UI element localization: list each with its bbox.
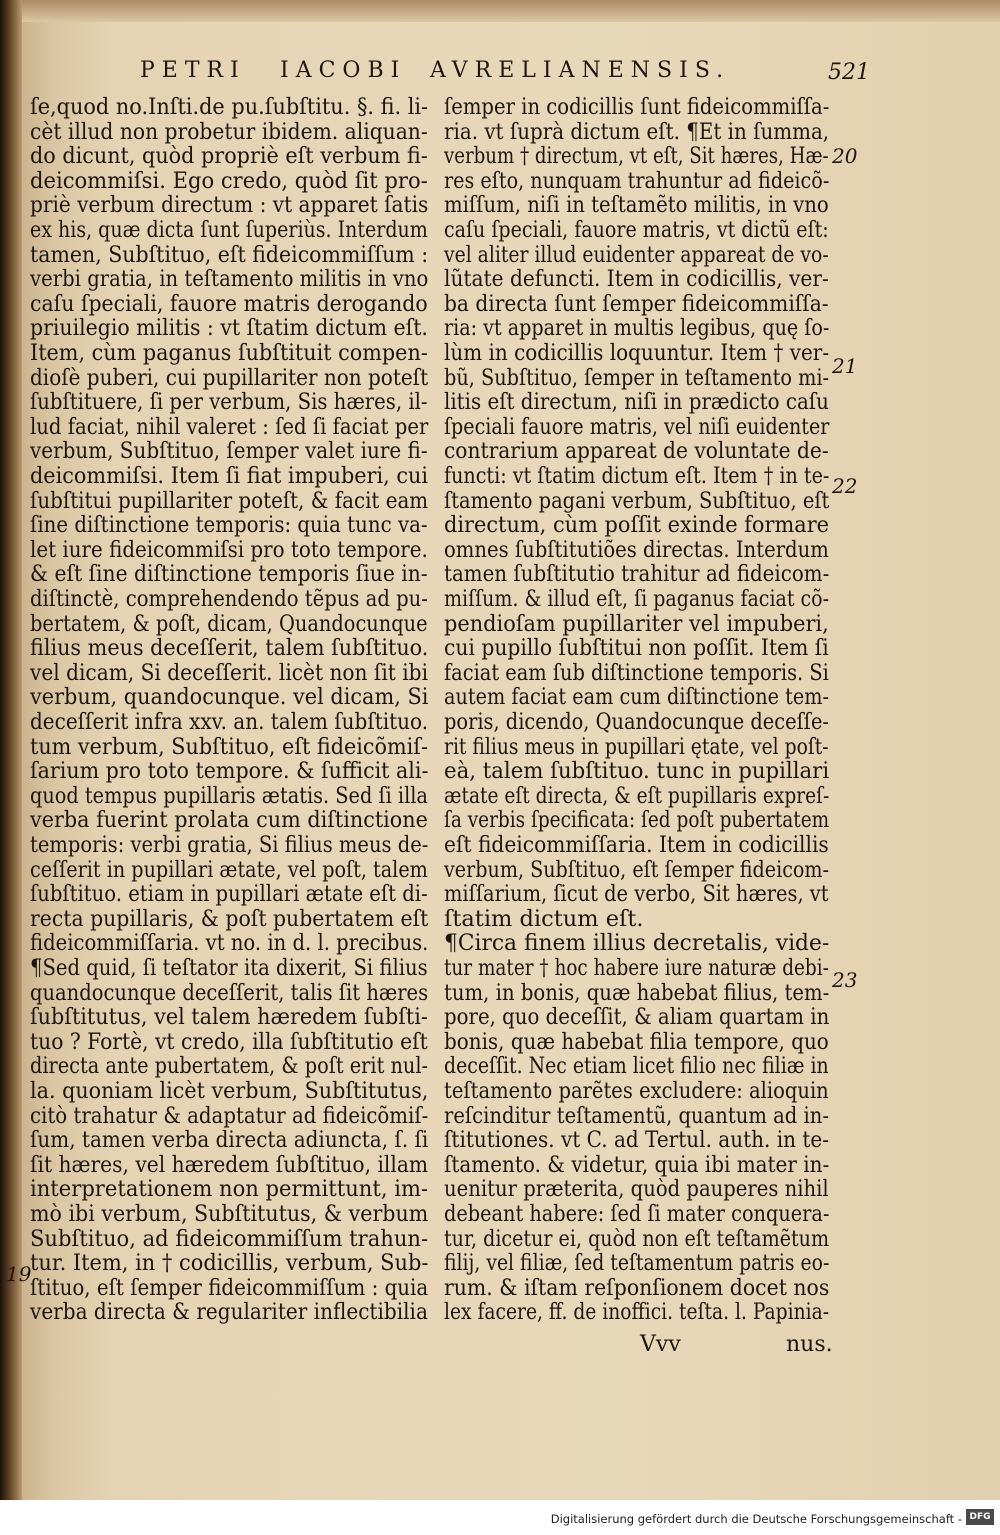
text-line: bũ, Subſtituo, ſemper in teſtamento mi-	[444, 364, 830, 391]
text-line: contrarium appareat de voluntate de-	[444, 438, 829, 465]
text-line: verbum, Subſtituo, eſt ſemper fideicom-	[444, 856, 830, 883]
text-line: bonis, quæ habebat filia tempore, quo	[444, 1028, 829, 1055]
text-line: tum verbum, Subſtituo, eſt fideicõmiſ-	[30, 733, 428, 760]
running-head-word-3: AVRELIANENSIS.	[430, 58, 731, 83]
text-line: cèt illud non probetur ibidem. aliquan-	[30, 118, 428, 145]
text-line: debeant habere: ſed ſi mater conquera-	[444, 1201, 830, 1227]
text-line: priuilegio militis : vt ſtatim dictum eſt.	[30, 315, 428, 342]
text-line: deicommiſsi. Ego credo, quòd ſit pro-	[30, 167, 428, 194]
text-line: interpretationem non permittunt, im-	[30, 1176, 429, 1203]
text-line: lùm in codicillis loquuntur. Item † ver-	[444, 340, 830, 366]
text-line: ſtatim dictum eſt.	[444, 905, 644, 932]
text-line: & eſt ſine diſtinctione temporis ſiue in-	[30, 561, 428, 588]
dfg-logo: DFG	[966, 1509, 994, 1525]
text-line: tur mater † hoc habere iure naturæ debi-	[444, 955, 829, 981]
text-line: omnes ſubſtitutiões directas. Interdum	[444, 536, 829, 563]
text-line: poris, dicendo, Quandocunque deceſſe-	[444, 709, 829, 735]
text-line: lud faciat, nihil valeret : ſed ſi faciat per	[30, 413, 429, 440]
text-line: ſarium pro toto tempore. & ſufficit ali-	[30, 758, 429, 785]
margin-number-20: 20	[832, 144, 858, 168]
margin-number-23: 23	[832, 968, 858, 992]
text-line: ætate eſt directa, & eſt pupillaris expreſ-	[444, 782, 830, 809]
text-line: eà, talem ſubſtituo. tunc in pupillari	[444, 758, 830, 785]
text-line: verbum, Subſtituo, ſemper valet iure fi-	[30, 438, 428, 465]
text-line: litis eſt directum, niſi in prædicto caſu	[444, 389, 829, 416]
text-line: ſtituo, eſt ſemper fideicommiſſum : quia	[30, 1274, 429, 1301]
page-top-shadow	[16, 0, 1000, 22]
text-line: directum, cùm poſſit exinde formare	[444, 512, 830, 539]
text-line: ¶Sed quid, ſi teſtator ita dixerit, Si filius	[30, 955, 428, 981]
text-line: functi: vt ſtatim dictum eſt. Item † in te-	[444, 463, 830, 489]
text-line: uenitur præterita, quòd pauperes nihil	[444, 1176, 829, 1203]
text-line: vel dicam, Si deceſſerit. licèt non ſit ibi	[30, 659, 429, 686]
text-line: deceſſit. Nec etiam licet filio nec filiæ in	[444, 1053, 829, 1080]
text-line: temporis: verbi gratia, Si filius meus de-	[30, 832, 429, 858]
text-line: faciat eam ſub diſtinctione temporis. Si	[444, 659, 829, 686]
text-line: tamen ſubſtitutio trahitur ad fideicom-	[444, 561, 830, 588]
margin-number-21: 21	[832, 354, 858, 378]
text-line: ſum, tamen verba directa adiuncta, ſ. ſi	[30, 1127, 429, 1154]
margin-number-22: 22	[832, 474, 858, 498]
text-line: ſtamento. & videtur, quia ibi mater in-	[444, 1151, 830, 1178]
text-line: rum. & iſtam reſponſionem docet nos	[444, 1274, 830, 1301]
text-line: ſa verbis ſpecificata: ſed poſt pubertatem	[444, 807, 830, 834]
text-line: quod tempus pupillaris ætatis. Sed ſi illa	[30, 782, 428, 809]
text-line: eſt fideicommiſſaria. Item in codicillis	[444, 832, 829, 858]
text-line: cui pupillo ſubſtitui non poſſit. Item ſi	[444, 635, 829, 662]
text-line: tum, in bonis, quæ habebat filius, tem-	[444, 979, 830, 1006]
running-head-word-2: IACOBI	[280, 58, 407, 83]
text-line: verbum † directum, vt eſt, Sit hæres, Hæ-	[444, 143, 829, 170]
text-line: vel aliter illud euidenter appareat de vo-	[444, 241, 829, 268]
text-line: res eſto, nunquam trahuntur ad fideicõ-	[444, 167, 830, 194]
text-line: bertatem, & poſt, dicam, Quandocunque	[30, 610, 428, 637]
text-line: autem faciat eam cum diſtinctione tem-	[444, 684, 830, 711]
text-line: pore, quo deceſſit, & aliam quartam in	[444, 1004, 830, 1031]
text-line: tuo ? Fortè, vt credo, illa ſubſtitutio eſt	[30, 1028, 428, 1055]
running-head-word-1: PETRI	[140, 58, 246, 83]
text-line: miſſarium, ſicut de verbo, Sit hæres, vt	[444, 881, 829, 908]
text-line: ex his, quæ dicta ſunt ſuperiùs. Interdum	[30, 217, 428, 243]
text-line: verba fuerint prolata cum diſtinctione	[30, 807, 428, 834]
text-line: fideicommiſſaria. vt no. in d. l. precibus.	[30, 930, 429, 957]
text-line: ſtitutiones. vt C. ad Tertul. auth. in te-	[444, 1127, 830, 1154]
text-line: ſtamento pagani verbum, Subſtituo, eſt	[444, 487, 830, 514]
text-line: ceſſerit in pupillari ætate, vel poſt, talem	[30, 856, 428, 883]
text-line: ſpeciali fauore matris, vel niſi euidenter	[444, 413, 830, 440]
text-line: rit filius meus in pupillari ętate, vel poſt-	[444, 733, 829, 760]
text-line: recta pupillaris, & poſt pubertatem eſt	[30, 905, 429, 932]
text-line: ſemper in codicillis ſunt fideicommiſſa-	[444, 94, 830, 120]
text-line: ria: vt apparet in multis legibus, quę ſo-	[444, 315, 830, 342]
text-line: filius meus deceſſerit, talem ſubſtituo.	[30, 635, 429, 662]
text-line: quandocunque deceſſerit, talis ſit hæres	[30, 979, 429, 1006]
text-line: deceſſerit infra xxv. an. talem ſubſtituo.	[30, 709, 429, 735]
text-line: ſubſtitui pupillariter poteſt, & facit eam	[30, 487, 429, 514]
text-line: ¶Circa finem illius decretalis, vide-	[444, 930, 830, 957]
text-line: tur, dicetur ei, quòd non eſt teſtamẽtum	[444, 1225, 830, 1252]
text-line: mò ibi verbum, Subſtitutus, & verbum	[30, 1201, 429, 1227]
text-line: verba directa & regulariter inflectibilia	[30, 1299, 428, 1326]
signature-mark: Vvv	[640, 1332, 681, 1357]
text-line: miſſum. & illud eſt, ſi paganus faciat cõ-	[444, 586, 830, 612]
text-line: teſtamento parẽtes excludere: alioquin	[444, 1078, 829, 1104]
text-line: Subſtituo, ad fideicommiſſum trahun-	[30, 1225, 429, 1252]
text-line: ba directa ſunt ſemper fideicommiſſa-	[444, 290, 829, 317]
text-line: let iure fideicommiſsi pro toto tempore.	[30, 536, 428, 563]
text-line: lũtate defuncti. Item in codicillis, ver-	[444, 266, 829, 293]
funding-credit: Digitalisierung gefördert durch die Deutsche Forschungsgemeinschaft -	[550, 1512, 962, 1526]
text-line: ſe,quod no.Inſti.de pu.ſubſtitu. §. fi. li-	[30, 94, 429, 120]
text-line: ſine diſtinctione temporis: quia tunc va-	[30, 512, 428, 539]
text-line: Item, cùm paganus ſubſtituit compen-	[30, 340, 428, 366]
text-line: tur. Item, in † codicillis, verbum, Sub-	[30, 1250, 429, 1277]
text-line: dioſè puberi, cui pupillariter non poteſt	[30, 364, 429, 391]
text-line: ſubſtitutus, vel talem hæredem ſubſti-	[30, 1004, 428, 1031]
text-line: citò trahatur & adaptatur ad fideicõmiſ-	[30, 1102, 429, 1129]
text-line: deicommiſsi. Item ſi fiat impuberi, cui	[30, 463, 428, 489]
text-line: ſubſtituere, ſi per verbum, Sis hæres, il-	[30, 389, 428, 416]
text-line: pendioſam pupillariter vel impuberi,	[444, 610, 829, 637]
text-line: miſſum, niſi in teſtamẽto militis, in vno	[444, 192, 829, 219]
text-line: tamen, Subſtituo, eſt fideicommiſſum :	[30, 241, 429, 268]
text-line: ſit hæres, vel hæredem ſubſtituo, illam	[30, 1151, 429, 1178]
page-number: 521	[828, 60, 870, 85]
text-line: directa ante pubertatem, & poſt erit nul-	[30, 1053, 429, 1080]
text-line: do dicunt, quòd propriè eſt verbum fi-	[30, 143, 428, 170]
text-line: ria. vt ſuprà dictum eſt. ¶Et in ſumma,	[444, 118, 830, 145]
book-gutter-edge	[0, 0, 22, 1535]
text-line: ſubſtituo. etiam in pupillari ætate eſt di-	[30, 881, 428, 908]
text-line: la. quoniam licèt verbum, Subſtitutus,	[30, 1078, 429, 1104]
text-line: verbum, quandocunque. vel dicam, Si	[30, 684, 429, 711]
text-line: priè verbum directum : vt apparet ſatis	[30, 192, 429, 219]
text-line: filij, vel filiæ, ſed teſtamentum patris eo-	[444, 1250, 830, 1277]
margin-number-19: 19	[6, 1262, 32, 1286]
text-line: reſcinditur teſtamentũ, quantum ad in-	[444, 1102, 829, 1129]
text-line: caſu ſpeciali, fauore matris derogando	[30, 290, 428, 317]
catchword: nus.	[786, 1332, 833, 1357]
text-line: diſtinctè, comprehendendo tẽpus ad pu-	[30, 586, 428, 612]
text-line: caſu ſpeciali, fauore matris, vt dictũ eſt:	[444, 217, 829, 243]
text-line: verbi gratia, in teſtamento militis in vno	[30, 266, 429, 293]
text-line: lex facere, ff. de inoffici. teſta. l. Papinia-	[444, 1299, 830, 1326]
